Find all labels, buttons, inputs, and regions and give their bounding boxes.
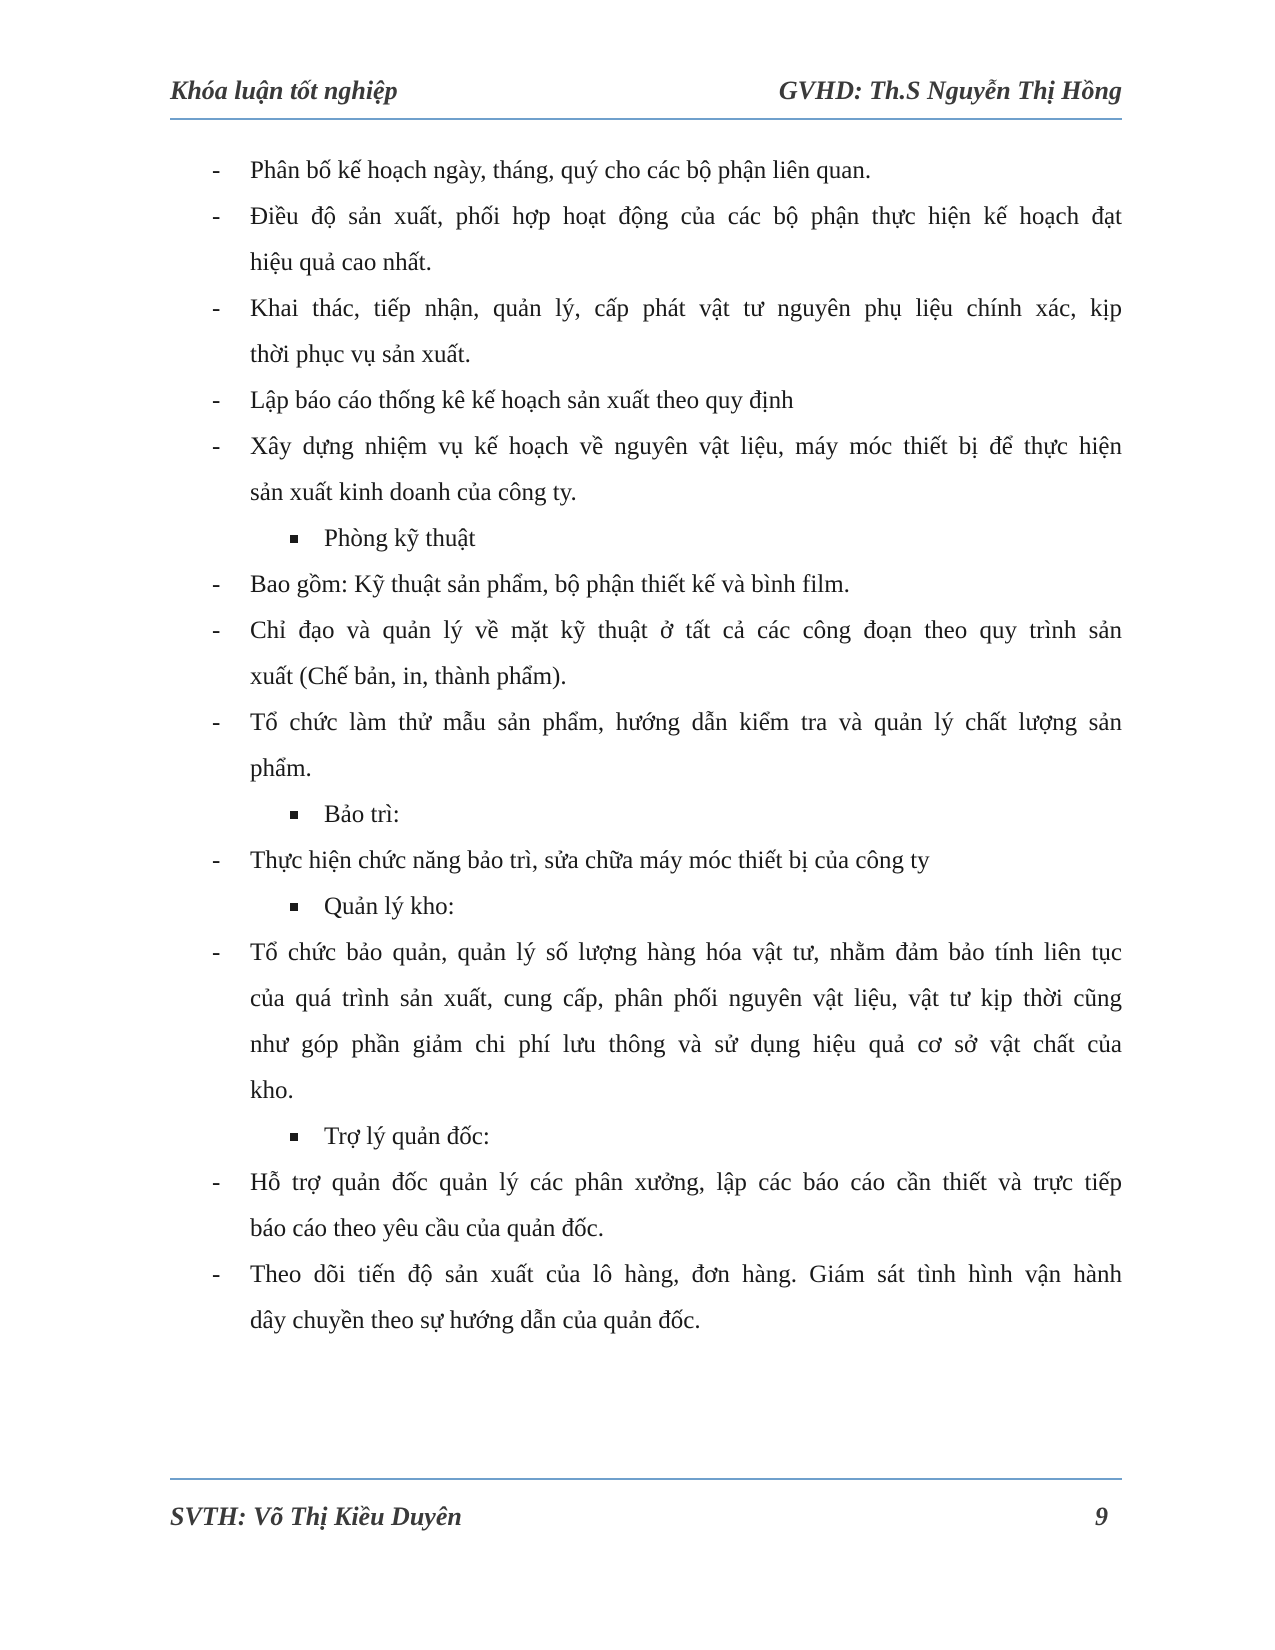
text-line bbox=[212, 470, 1122, 516]
text-line bbox=[212, 1160, 1122, 1206]
section-heading bbox=[212, 516, 1122, 562]
line-text: sản xuất kinh doanh của công ty. bbox=[250, 479, 577, 506]
dash-marker: - bbox=[212, 157, 221, 184]
line-text: Thực hiện chức năng bảo trì, sửa chữa máy móc thiết bị của công ty bbox=[250, 847, 930, 874]
line-text: kho. bbox=[250, 1077, 294, 1104]
section-heading bbox=[212, 1114, 1122, 1160]
text-line bbox=[212, 148, 1122, 194]
text-line bbox=[212, 654, 1122, 700]
line-text: hiệu quả cao nhất. bbox=[250, 249, 432, 276]
square-bullet-icon bbox=[290, 811, 298, 819]
line-text: Lập báo cáo thống kê kế hoạch sản xuất theo quy định bbox=[250, 387, 794, 414]
section-heading-text: Quản lý kho: bbox=[324, 893, 455, 920]
line-text: xuất (Chế bản, in, thành phẩm). bbox=[250, 663, 567, 690]
line-text: như góp phần giảm chi phí lưu thông và sử dụng hiệu quả cơ sở vật chất của bbox=[250, 1031, 1122, 1058]
line-text: phẩm. bbox=[250, 755, 312, 782]
line-text: Bao gồm: Kỹ thuật sản phẩm, bộ phận thiết kế và bình film. bbox=[250, 571, 850, 598]
text-line bbox=[212, 608, 1122, 654]
line-text: Chỉ đạo và quản lý về mặt kỹ thuật ở tất cả các công đoạn theo quy trình sản bbox=[250, 617, 1122, 644]
text-line bbox=[212, 378, 1122, 424]
text-line bbox=[212, 838, 1122, 884]
text-line bbox=[212, 1206, 1122, 1252]
text-line bbox=[212, 562, 1122, 608]
square-bullet-icon bbox=[290, 535, 298, 543]
text-line bbox=[212, 930, 1122, 976]
line-text: Tổ chức bảo quản, quản lý số lượng hàng hóa vật tư, nhằm đảm bảo tính liên tục bbox=[250, 939, 1122, 966]
square-bullet-icon bbox=[290, 903, 298, 911]
text-line bbox=[212, 424, 1122, 470]
section-heading-text: Phòng kỹ thuật bbox=[324, 525, 476, 552]
dash-marker: - bbox=[212, 939, 221, 966]
text-line bbox=[212, 976, 1122, 1022]
line-text: thời phục vụ sản xuất. bbox=[250, 341, 471, 368]
text-line bbox=[212, 332, 1122, 378]
footer-student-name: SVTH: Võ Thị Kiều Duyên bbox=[170, 1502, 462, 1531]
text-line bbox=[212, 1068, 1122, 1114]
body-content bbox=[212, 148, 1122, 1344]
dash-marker: - bbox=[212, 847, 221, 874]
dash-marker: - bbox=[212, 709, 221, 736]
text-line bbox=[212, 700, 1122, 746]
text-line bbox=[212, 1022, 1122, 1068]
page-footer bbox=[170, 1478, 1122, 1540]
page-number: 9 bbox=[1095, 1502, 1108, 1531]
dash-marker: - bbox=[212, 433, 221, 460]
text-line bbox=[212, 240, 1122, 286]
line-text: Theo dõi tiến độ sản xuất của lô hàng, đơn hàng. Giám sát tình hình vận hành bbox=[250, 1261, 1122, 1288]
line-text: Tổ chức làm thử mẫu sản phẩm, hướng dẫn kiểm tra và quản lý chất lượng sản bbox=[250, 709, 1122, 736]
dash-marker: - bbox=[212, 1169, 221, 1196]
section-heading-text: Bảo trì: bbox=[324, 801, 400, 828]
dash-marker: - bbox=[212, 1261, 221, 1288]
line-text: Điều độ sản xuất, phối hợp hoạt động của các bộ phận thực hiện kế hoạch đạt bbox=[250, 203, 1122, 230]
square-bullet-icon bbox=[290, 1133, 298, 1141]
text-line bbox=[212, 1252, 1122, 1298]
line-text: báo cáo theo yêu cầu của quản đốc. bbox=[250, 1215, 605, 1242]
text-line bbox=[212, 746, 1122, 792]
dash-marker: - bbox=[212, 295, 221, 322]
line-text: Xây dựng nhiệm vụ kế hoạch về nguyên vật liệu, máy móc thiết bị để thực hiện bbox=[250, 433, 1122, 460]
section-heading bbox=[212, 792, 1122, 838]
dash-marker: - bbox=[212, 617, 221, 644]
dash-marker: - bbox=[212, 387, 221, 414]
line-text: Khai thác, tiếp nhận, quản lý, cấp phát vật tư nguyên phụ liệu chính xác, kịp bbox=[250, 295, 1122, 322]
page-header bbox=[170, 68, 1122, 120]
text-line bbox=[212, 194, 1122, 240]
section-heading bbox=[212, 884, 1122, 930]
header-thesis-title: Khóa luận tốt nghiệp bbox=[170, 76, 398, 105]
line-text: của quá trình sản xuất, cung cấp, phân phối nguyên vật liệu, vật tư kịp thời cũng bbox=[250, 985, 1122, 1012]
text-line bbox=[212, 286, 1122, 332]
line-text: Phân bố kế hoạch ngày, tháng, quý cho các bộ phận liên quan. bbox=[250, 157, 872, 184]
line-text: Hỗ trợ quản đốc quản lý các phân xưởng, lập các báo cáo cần thiết và trực tiếp bbox=[250, 1169, 1122, 1196]
text-line bbox=[212, 1298, 1122, 1344]
dash-marker: - bbox=[212, 571, 221, 598]
section-heading-text: Trợ lý quản đốc: bbox=[324, 1123, 490, 1150]
dash-marker: - bbox=[212, 203, 221, 230]
line-text: dây chuyền theo sự hướng dẫn của quản đốc. bbox=[250, 1307, 701, 1334]
header-advisor: GVHD: Th.S Nguyễn Thị Hồng bbox=[778, 76, 1122, 105]
